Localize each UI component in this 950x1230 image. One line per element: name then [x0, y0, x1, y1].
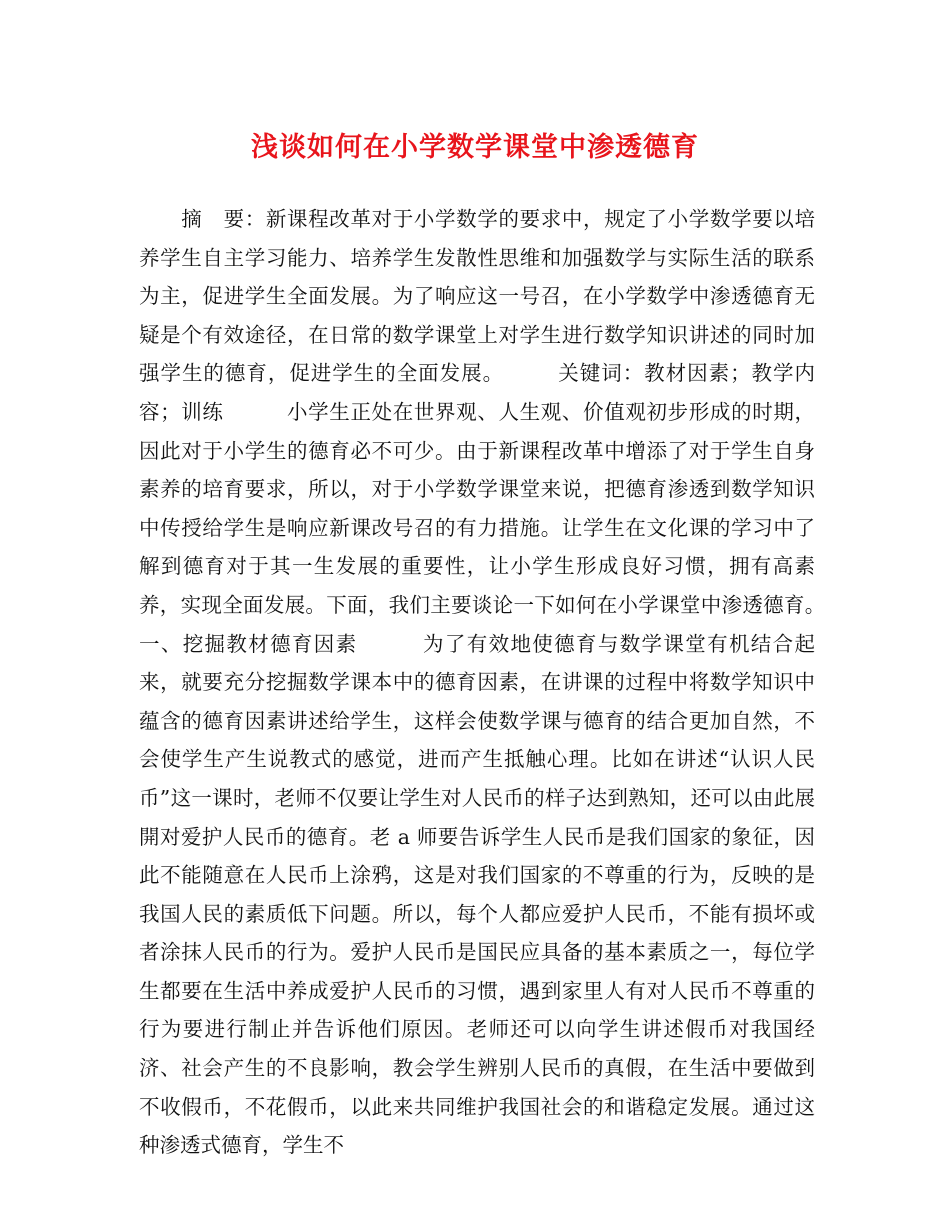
- document-body-paragraph: 摘 要：新课程改革对于小学数学的要求中，规定了小学数学要以培养学生自主学习能力、培养学生发散性思维和加强数学与实际生活的联系为主，促进学生全面发展。为了响应这一号召，在小学数学中渗透德育无疑是个有效途径，在日常的数学课堂上对学生进行数学知识讲述的同时加强学生的德育，促进学生的全面发展。 关键词：教材因素；教学内容；训练 小学生正处在世界观、人生观、价值观初步形成的时期，因此对于小学生的德育必不可少。由于新课程改革中增添了对于学生自身素养的培育要求，所以，对于小学数学课堂来说，把德育渗透到数学知识中传授给学生是响应新课改号召的有力措施。让学生在文化课的学习中了解到德育对于其一生发展的重要性，让小学生形成良好习惯，拥有高素养，实现全面发展。下面，我们主要谈论一下如何在小学课堂中渗透德育。 一、挖掘教材德育因素 为了有效地使德育与数学课堂有机结合起来，就要充分挖掘数学课本中的德育因素，在讲课的过程中将数学知识中蕴含的德育因素讲述给学生，这样会使数学课与德育的结合更加自然，不会使学生产生说教式的感觉，进而产生抵触心理。比如在讲述“认识人民币”这一课时，老师不仅要让学生对人民币的样子达到熟知，还可以由此展開对爱护人民币的德育。老 a 师要告诉学生人民币是我们国家的象征，因此不能随意在人民币上涂鸦，这是对我们国家的不尊重的行为，反映的是我国人民的素质低下问题。所以，每个人都应爱护人民币，不能有损坏或者涂抹人民币的行为。爱护人民币是国民应具备的基本素质之一，每位学生都要在生活中养成爱护人民币的习惯，遇到家里人有对人民币不尊重的行为要进行制止并告诉他们原因。老师还可以向学生讲述假币对我国经济、社会产生的不良影响，教会学生辨别人民币的真假，在生活中要做到不收假币，不花假币，以此来共同维护我国社会的和谐稳定发展。通过这种渗透式德育，学生不: [139, 207, 877, 1158]
- document-title: 浅谈如何在小学数学课堂中渗透德育: [251, 132, 699, 163]
